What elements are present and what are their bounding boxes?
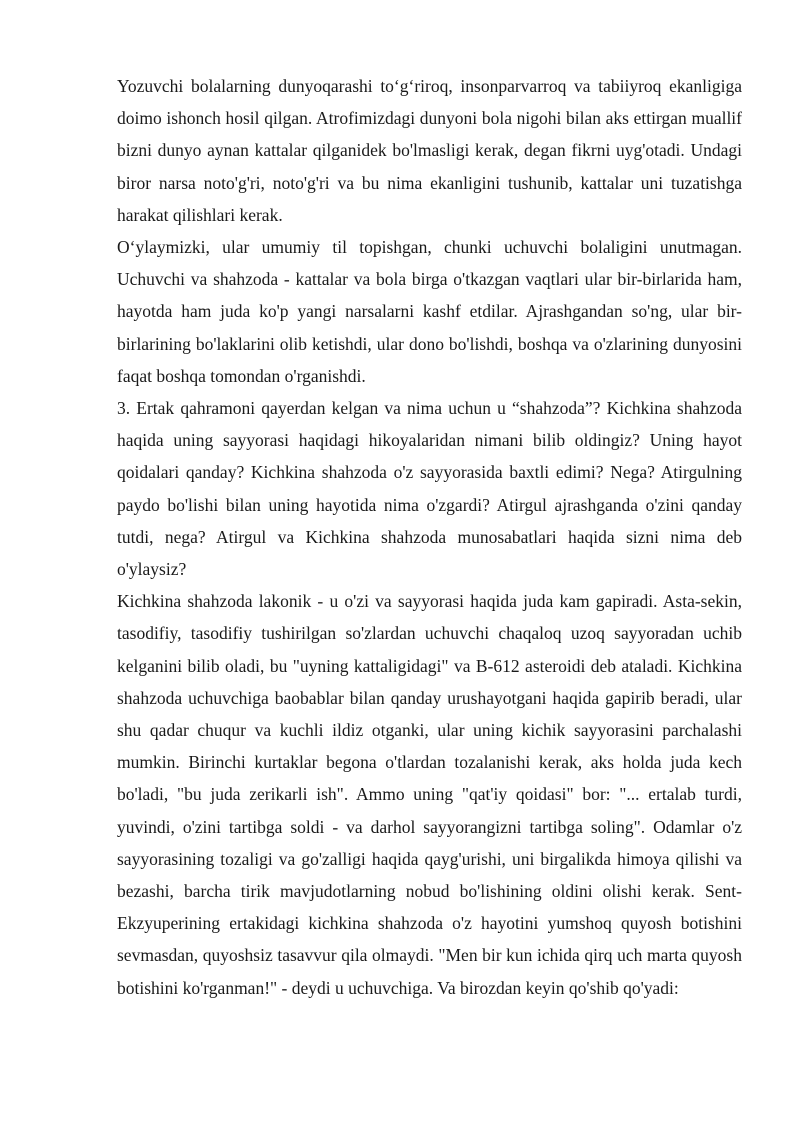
document-body xyxy=(117,70,742,1004)
paragraph: 3. Ertak qahramoni qayerdan kelgan va nima uchun u “shahzoda”? Kichkina shahzoda haqida uning sayyorasi haqidagi hikoyalaridan nimani bilib oldingiz? Uning hayot qoidalari qanday? Kichkina shahzoda o'z sayyorasida baxtli edimi? Nega? Atirgulning paydo bo'lishi bilan uning hayotida nima o'zgardi? Atirgul ajrashganda o'zini qanday tutdi, nega? Atirgul va Kichkina shahzoda munosabatlari haqida sizni nima deb o'ylaysiz? xyxy=(117,398,742,580)
paragraph: Kichkina shahzoda lakonik - u o'zi va sayyorasi haqida juda kam gapiradi. Asta-sekin, tasodifiy, tasodifiy tushirilgan so'zlardan uchuvchi chaqaloq uzoq sayyoradan uchib kelganini bilib oladi, bu "uyning kattaligidagi" va B-612 asteroidi deb ataladi. Kichkina shahzoda uchuvchiga baobablar bilan qanday urushayotgani haqida gapirib beradi, ular shu qadar chuqur va kuchli ildiz otganki, ular uning kichik sayyorasini parchalashi mumkin. Birinchi kurtaklar begona o'tlardan tozalanishi kerak, aks holda juda kech bo'ladi, "bu juda zerikarli ish". Ammo uning "qat'iy qoidasi" bor: "... ertalab turdi, yuvindi, o'zini tartibga soldi - va darhol sayyorangizni tartibga soling". Odamlar o'z sayyorasining tozaligi va go'zalligi haqida qayg'urishi, uni birgalikda himoya qilishi va bezashi, barcha tirik mavjudotlarning nobud bo'lishining oldini olishi kerak. Sent-Ekzyuperining ertakidagi kichkina shahzoda o'z hayotini yumshoq quyosh botishini sevmasdan, quyoshsiz tasavvur qila olmaydi. "Men bir kun ichida qirq uch marta quyosh botishini ko'rganman!" - deydi u uchuvchiga. Va birozdan keyin qo'shib qo'yadi: xyxy=(117,591,742,998)
paragraph: O‘ylaymizki, ular umumiy til topishgan, chunki uchuvchi bolaligini unutmagan. Uchuvchi va shahzoda - kattalar va bola birga o'tkazgan vaqtlari ular bir-birlarida ham, hayotda ham juda ko'p yangi narsalarni kashf etdilar. Ajrashgandan so'ng, ular bir-birlarining bo'laklarini olib ketishdi, ular dono bo'lishdi, boshqa va o'zlarining dunyosini faqat boshqa tomondan o'rganishdi. xyxy=(117,237,742,386)
paragraph: Yozuvchi bolalarning dunyoqarashi to‘g‘riroq, insonparvarroq va tabiiyroq ekanligiga doimo ishonch hosil qilgan. Atrofimizdagi dunyoni bola nigohi bilan aks ettirgan muallif bizni dunyo aynan kattalar qilganidek bo'lmasligi kerak, degan fikrni uyg'otadi. Undagi biror narsa noto'g'ri, noto'g'ri va bu nima ekanligini tushunib, kattalar uni tuzatishga harakat qilishlari kerak. xyxy=(117,76,742,225)
